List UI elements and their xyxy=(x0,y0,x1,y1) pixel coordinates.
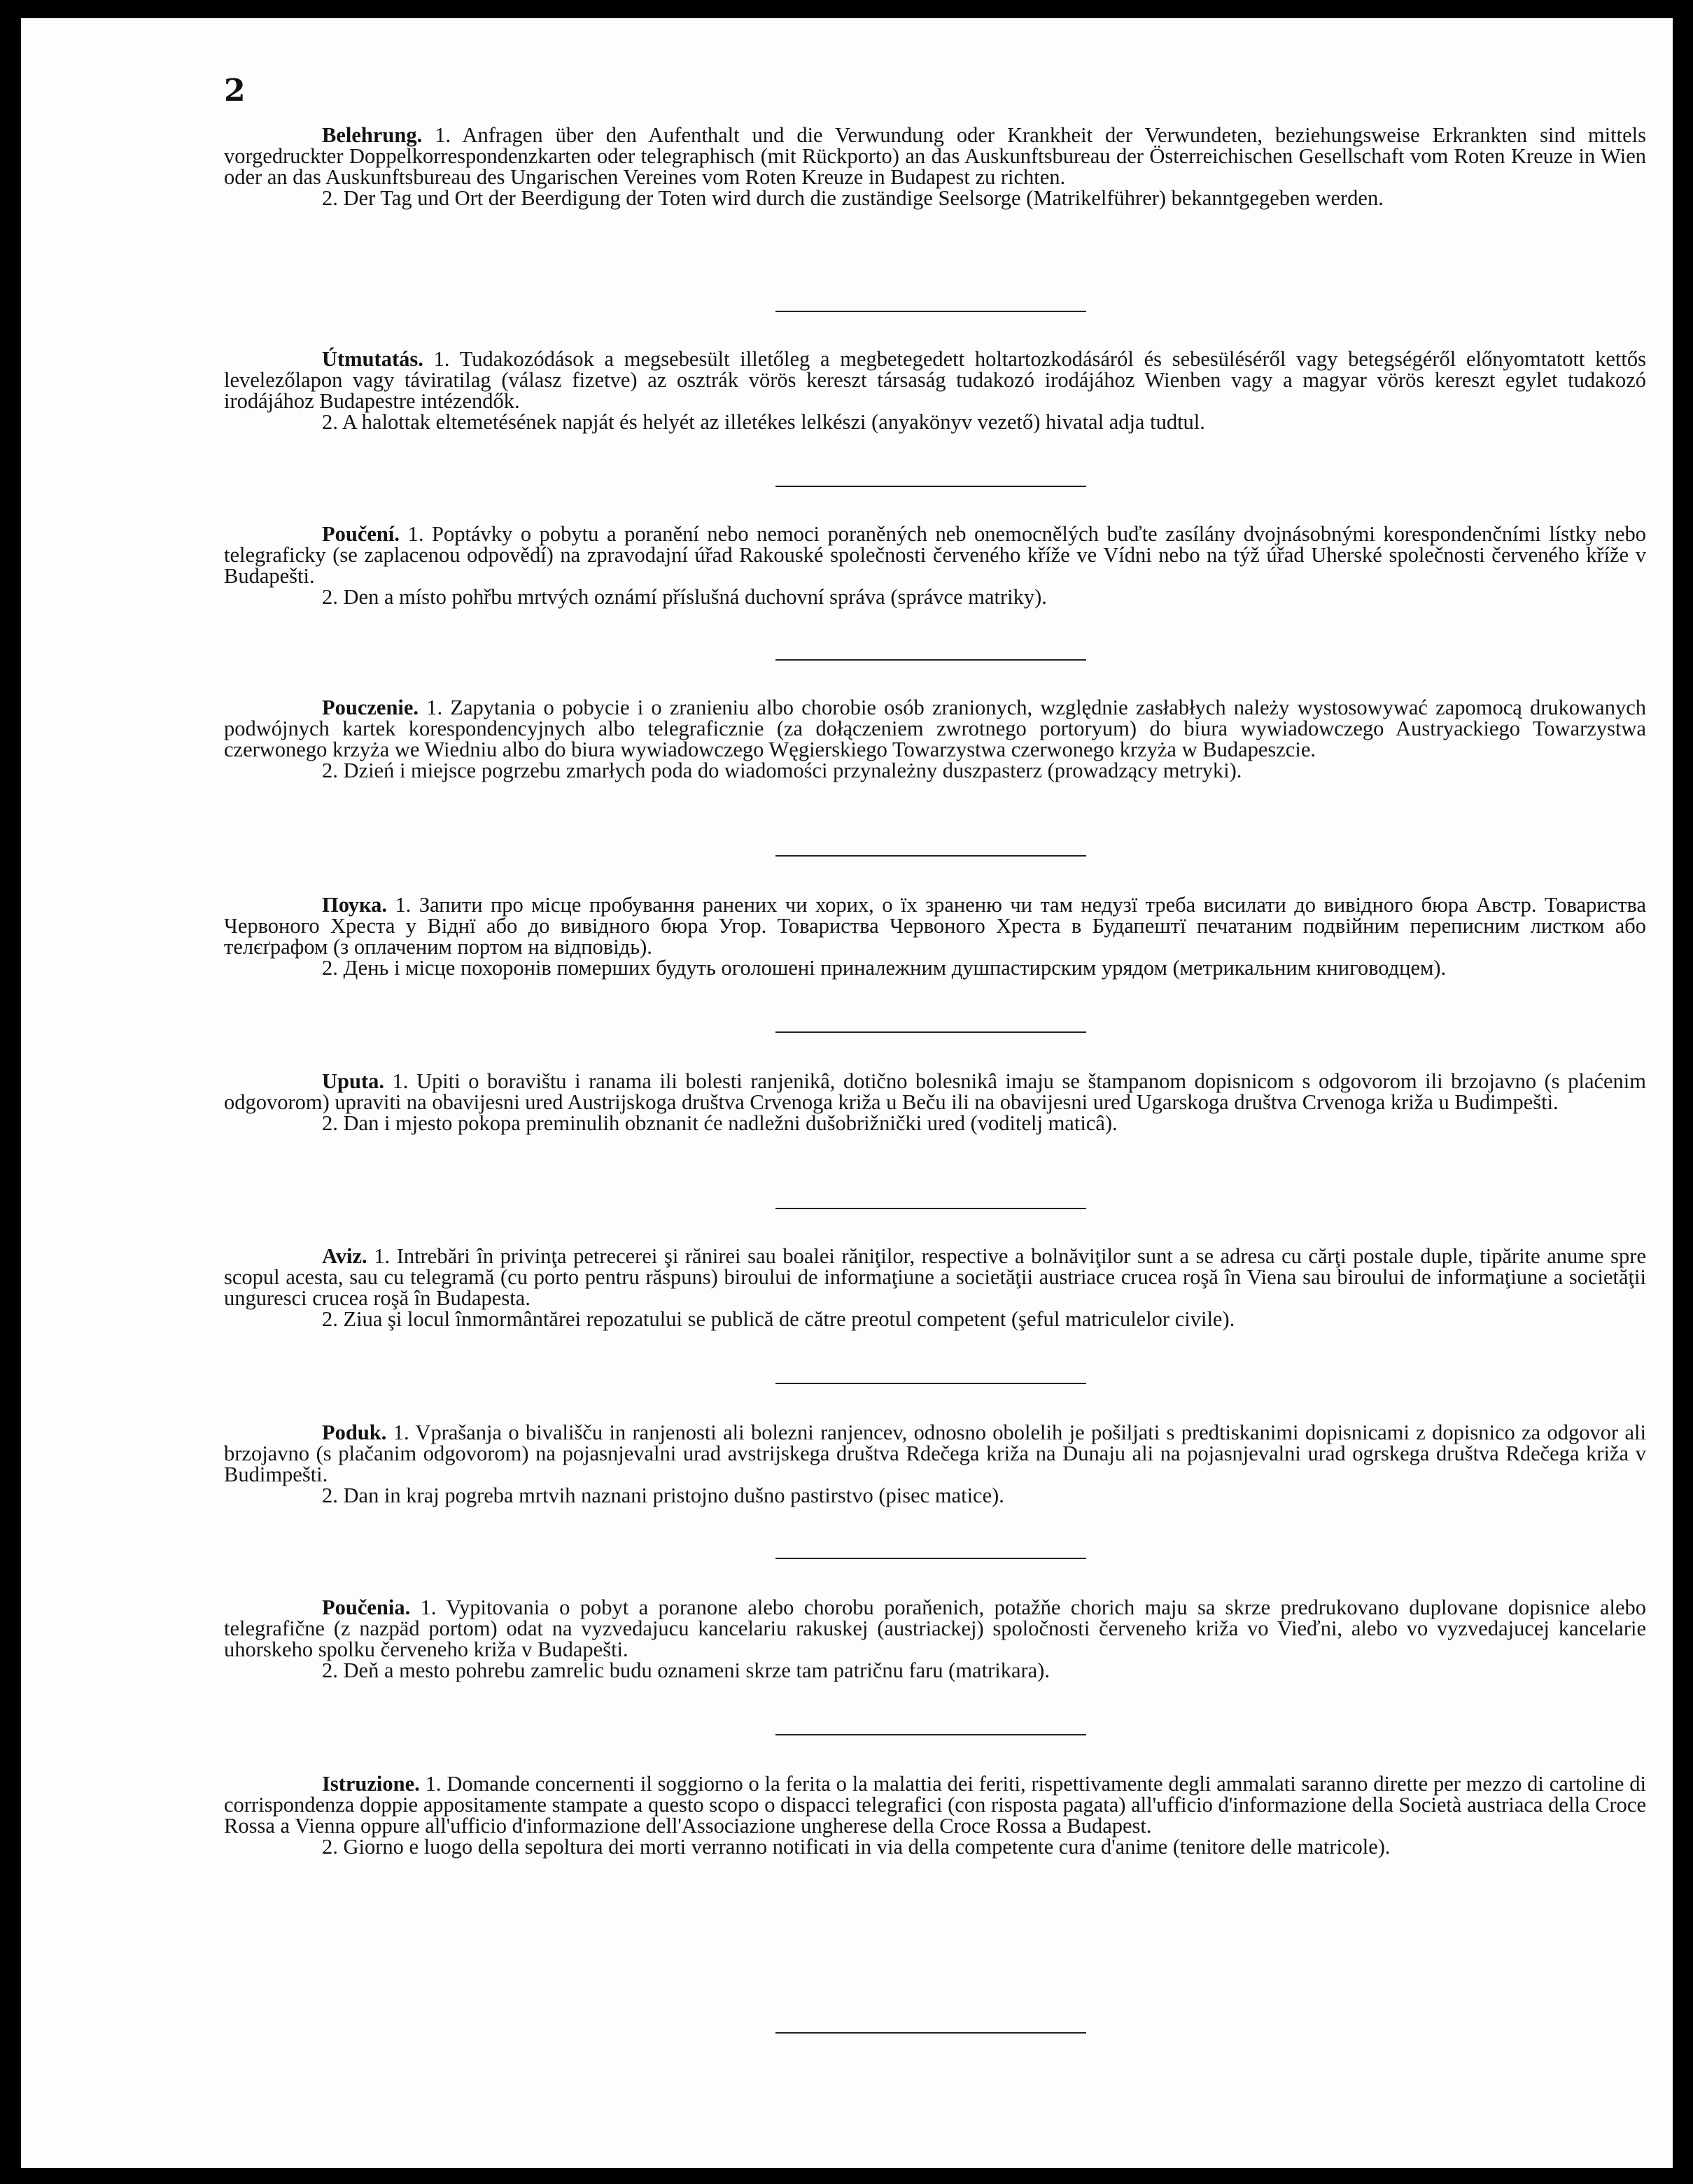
separator-rule xyxy=(775,1558,1086,1559)
section-item-2: 2. Giorno e luogo della sepoltura dei morti verranno notificati in via della competente cura d'anime (tenitore delle matricole). xyxy=(322,1835,1391,1859)
section-german xyxy=(224,125,1646,209)
section-slovak xyxy=(224,1597,1646,1681)
section-heading: Belehrung. xyxy=(322,123,423,147)
separator-rule xyxy=(775,1031,1086,1033)
item-text: 1. Zapytania o pobycie i o zranieniu albo chorobie osób zranionych, względnie zasłabłych należy wystosowywać zapomocą drukowanych podwójnych kartek korespondencyjnych albo telegraficznie (za dołączeniem zwrotnego portoryum) do biura wywiadowczego Austryackiego Towarzystwa czerwonego krzyża we Wiedniu albo do biura wywiadowczego Węgierskiego Towarzystwa czerwonego krzyża w Budapeszcie. xyxy=(224,696,1646,761)
section-slovenian xyxy=(224,1422,1646,1506)
section-heading: Poučení. xyxy=(322,522,400,546)
section-item-1 xyxy=(224,1422,1646,1485)
section-item-1 xyxy=(224,348,1646,411)
section-heading: Aviz. xyxy=(322,1244,367,1268)
item-text: 1. Upiti o boravištu i ranama ili bolesti ranjenikâ, dotično bolesnikâ imaju se štampanom dopisnicom s odgovorom ili brzojavno (s plaćenim odgovorom) upraviti na obavijesni ured Austrijskoga društva Crvenoga križa u Beču ili na obavijesni ured Ugarskoga društva Crvenoga križa u Budimpešti. xyxy=(224,1069,1647,1114)
section-item-2: 2. Deň a mesto pohrebu zamrelic budu oznameni skrze tam patričnu faru (matrikara). xyxy=(322,1658,1050,1682)
page-number: 2 xyxy=(224,73,246,108)
separator-rule xyxy=(775,1383,1086,1384)
item-text: 1. Intrebări în privinţa petrecerei şi rănirei sau boalei răniţilor, respective a bolnăviţilor sunt a se adresa cu cărţi postale duple, tipărite anume spre scopul acesta, sau cu telegramă (cu porto pentru răspuns) biroului de informaţiune a societăţii austriace crucea roşă în Viena sau biroului de informaţiune a societăţii ungurescі crucea roşă în Budapesta. xyxy=(224,1244,1646,1310)
item-text: 1. Anfragen über den Aufenthalt und die Verwundung oder Krankheit der Verwundeten, beziehungsweise Erkrankten sind mittels vorgedruckter Doppelkorrespondenzkarten oder telegraphisch (mit Rückporto) an das Auskunftsbureau der Österreichischen Gesellschaft vom Roten Kreuze in Wien oder an das Auskunftsbureau des Ungarischen Vereines vom Roten Kreuze in Budapest zu richten. xyxy=(224,123,1647,189)
section-item-1 xyxy=(224,1246,1646,1309)
section-heading: Útmutatás. xyxy=(322,347,423,371)
document-page xyxy=(21,18,1673,2168)
separator-rule xyxy=(775,1734,1086,1735)
section-ukrainian xyxy=(224,894,1646,978)
section-italian xyxy=(224,1773,1646,1857)
section-item-2: 2. Dan in kraj pogreba mrtvih naznani pristojno dušno pastirstvo (pisec matice). xyxy=(322,1484,1004,1507)
section-polish xyxy=(224,697,1646,781)
section-heading: Поука. xyxy=(322,893,388,917)
section-item-2: 2. Der Tag und Ort der Beerdigung der Toten wird durch die zuständige Seelsorge (Matrikelführer) bekanntgegeben werden. xyxy=(322,186,1384,210)
item-text: 1. Poptávky o pobytu a poranění nebo nemoci poraněných neb onemocnělých buďte zasílány dvojnásobnými korespondenčními lístky nebo telegraficky (se zaplacenou odpovědí) na zpravodajní úřad Rakouské společnosti červeného kříže ve Vídni nebo na týž úřad Uherské společnosti červeného kříže v Budapešti. xyxy=(224,522,1647,588)
section-item-1 xyxy=(224,125,1646,188)
section-item-1 xyxy=(224,1773,1646,1836)
item-text: 1. Запити про місце пробування ранених чи хорих, о їх зраненю чи там недузї треба висилати до вивідного бюра Австр. Товариства Червоного Хреста у Віднї або до вивідного бюра Угор. Товариства Червоного Хреста в Будапештї печатаним подвійним переписним листком або телєґрафом (з оплаченим портом на відповідь). xyxy=(224,893,1647,959)
section-item-2: 2. Dzień i miejsce pogrzebu zmarłych poda do wiadomości przynależny duszpasterz (prowadzący metryki). xyxy=(322,759,1242,782)
item-text: 1. Tudakozódások a megsebesült illetőleg a megbetegedett holtartozkodásáról és sebesüléséről vagy betegségéről előnyomtatott kettős levelezőlapon vagy táviratilag (válasz fizetve) az osztrák vörös kereszt társaság tudakozó irodájához Wienben vagy a magyar vörös kereszt egylet tudakozó irodájához Budapestre intézendők. xyxy=(224,347,1646,413)
separator-rule xyxy=(775,855,1086,857)
separator-rule xyxy=(775,1208,1086,1209)
section-heading: Uputa. xyxy=(322,1069,384,1093)
section-item-2: 2. Dan i mjesto pokopa preminulih obznanit će nadležni dušobrižnički ured (voditelj maticâ). xyxy=(322,1111,1118,1135)
item-text: 1. Vprašanja o bivališču in ranjenosti ali bolezni ranjencev, odnosno obolelih je pošiljati s predtiskanimi dopisnicami z dopisnico za odgovor ali brzojavno (s plačanim odgovorom) na pojasnjevalni urad avstrijskega društva Rdečega križa na Dunaju ali na pojasnjevalni urad ogrskega društva Rdečega križa v Budimpešti. xyxy=(224,1421,1646,1486)
section-heading: Pouczenie. xyxy=(322,696,419,719)
section-item-1 xyxy=(224,697,1646,760)
item-text: 1. Vypitovania o pobyt a poranone alebo chorobu poraňenich, potažňe chorich maju sa skrze predrukovano duplovane dopisnice alebo telegrafične (z nazpäd portom) odat na vyzvedajucu kancelariu rakuskej (austriackej) spoločnosti červeneho križa vo Vieďni, alebo vo vyzvedajucej kancelarie uhorskeho spolku červeneho križa v Budapešti. xyxy=(224,1595,1647,1661)
section-item-1 xyxy=(224,1071,1646,1113)
section-romanian xyxy=(224,1246,1646,1330)
section-heading: Poučenia. xyxy=(322,1595,411,1619)
section-item-1 xyxy=(224,1597,1646,1660)
section-hungarian xyxy=(224,348,1646,432)
section-heading: Istruzione. xyxy=(322,1772,420,1796)
section-item-1 xyxy=(224,523,1646,586)
section-item-2: 2. Den a místo pohřbu mrtvých oznámí příslušná duchovní správa (správce matriky). xyxy=(322,585,1047,609)
section-item-2: 2. Ziua şi locul înmormântărei repozatului se publică de către preotul competent (şeful matriculelor civile). xyxy=(322,1307,1235,1331)
separator-rule xyxy=(775,2032,1086,2034)
section-heading: Poduk. xyxy=(322,1421,387,1444)
section-croatian xyxy=(224,1071,1646,1134)
separator-rule xyxy=(775,486,1086,487)
separator-rule xyxy=(775,659,1086,661)
section-item-1 xyxy=(224,894,1646,957)
separator-rule xyxy=(775,311,1086,312)
section-item-2: 2. A halottak eltemetésének napját és helyét az illetékes lelkészi (anyakönyv vezető) hivatal adja tudtul. xyxy=(322,410,1205,434)
item-text: 1. Domande concernenti il soggiorno o la ferita o la malattia dei feriti, rispettivamente degli ammalati saranno dirette per mezzo di cartoline di corrispondenza doppie appositamente stampate a questo scopo o dispacci telegrafici (con risposta pagata) all'ufficio d'informazione della Società austriaca della Croce Rossa a Vienna oppure all'ufficio d'informazione dell'Associazione ungherese della Croce Rossa a Budapest. xyxy=(224,1772,1646,1838)
section-item-2: 2. День і місце похоронів померших будуть оголошені приналежним душпастирским урядом (метрикальним книговодцем). xyxy=(322,956,1447,980)
section-czech xyxy=(224,523,1646,607)
